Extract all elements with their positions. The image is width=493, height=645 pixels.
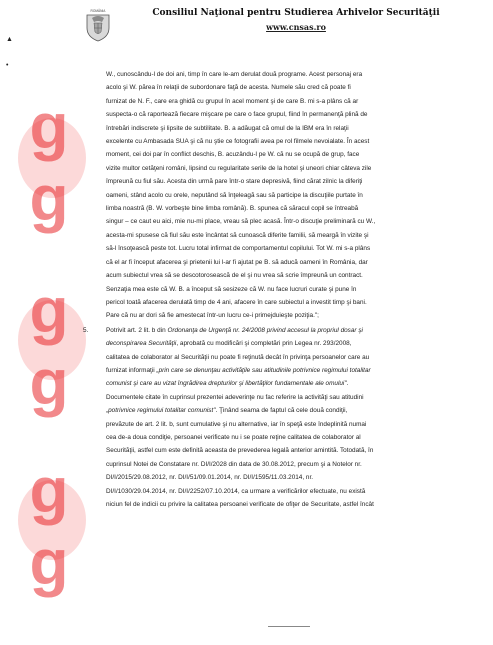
text-line: Potrivit art. 2 lit. b din Ordonanţa de Urgenţă nr. 24/2008 privind accesul la propriul dosar şi xyxy=(106,326,363,334)
text-line: suspecta-o că raportează fiecare mişcare pe care o face grupul, fiind în permanenţă plină de xyxy=(106,111,368,119)
text-line: Pare că nu ar dori să fie amestecat într-un lucru ce-i primejduieşte poziţia."; xyxy=(106,312,319,320)
text-line: singur – ce caut eu aici, mie nu-mi place, vreau să plec acasă. Într-o discuţie preliminară cu W., xyxy=(106,218,376,226)
watermark-letter: g xyxy=(29,526,69,598)
margin-mark: ▲ xyxy=(6,36,13,43)
item-number: 5. xyxy=(83,326,89,334)
text-line: prevăzute de art. 2 lit. b, sunt cumulative şi nu alternative, iar în speţă este îndeplinită numai xyxy=(106,420,367,428)
text-line: furnizat informaţii „prin care se denunţau activităţile sau atitudinile potrivnice regimului totalitar xyxy=(106,366,371,374)
text-line: deconspirarea Securităţii, aprobată cu modificări şi completări prin Legea nr. 293/2008, xyxy=(106,340,352,348)
logo-text: ROMÂNIA xyxy=(90,9,106,13)
text-line: acesta-mi spusese că fiul său este încântat să cunoască diferite familii, să meargă în vizite şi xyxy=(106,231,369,239)
coat-of-arms-logo xyxy=(83,8,113,42)
text-line: cea de-a doua condiţie, persoanei verificate nu i se poate reţine calitatea de colaborator al xyxy=(106,433,361,441)
institution-url: www.cnsas.ro xyxy=(266,22,326,32)
numbered-item-5 xyxy=(83,324,473,512)
text-line: să-l însoţească peste tot. Lucru total infirmat de comportamentul copilului. Tot W. mi s-a plâns xyxy=(106,245,371,253)
text-line: vizite multor cetăţeni români, lipsind cu regularitate serile de la hotel şi uneori chiar câteva zile xyxy=(106,164,372,172)
text-line: calitatea de colaborator al Securităţii nu poate fi reţinută decât în privinţa persoanelor care au xyxy=(106,353,370,361)
text-line: Securităţii, astfel cum este definită aceasta de prevederea legală anterior amintită. Totodată, în xyxy=(106,447,374,455)
text-line: pericol toată afacerea derulată timp de 4 ani, afacere în care subiectul a investit timp şi bani. xyxy=(106,298,367,306)
watermark-letter: g xyxy=(29,274,69,346)
text-line: cuprinsul Notei de Constatare nr. DI/I/2028 din data de 30.08.2012, precum şi a Notelor nr. xyxy=(106,460,362,468)
text-line: acum subiectul vrea să se descotorosească de el şi nu vrea să scrie împreună un contract. xyxy=(106,272,363,280)
text-line: „potrivnice regimului totalitar comunist". Ţinând seama de faptul că cele două condiţii, xyxy=(106,407,348,415)
text-line: DI/I/1030/29.04.2014, nr. DI/I/2252/07.10.2014, ca urmare a verificărilor efectuate, nu există xyxy=(106,487,366,495)
text-line: niciun fel de indicii cu privire la calitatea persoanei verificate de ofiţer de Securitate, astfel încât xyxy=(106,501,374,508)
text-line: oameni, stând acolo cu orele, neputând să înţeleagă sau să participe la discuţiile purtate în xyxy=(106,191,363,199)
text-line: limba noastră (B. W. vorbeşte bine limba română). B. spunea că săracul copil se întreabă xyxy=(106,205,359,213)
text-line: moment, cei doi par în conflict deschis, B. acuzându-l pe W. că nu se ocupă de grup, face xyxy=(106,151,360,159)
watermark-letter: g xyxy=(29,90,69,162)
watermark-letter: g xyxy=(29,346,69,418)
watermark-letter: g xyxy=(29,162,69,234)
text-line: DI/I/2015/29.08.2012, nr. DI/I/51/09.01.2014, nr. DI/I/1595/11.03.2014, nr. xyxy=(106,474,314,482)
institution-title: Consiliul Naţional pentru Studierea Arhivelor Securităţii xyxy=(152,8,440,18)
text-line: excelente cu Ambasada SUA şi că nu ştie ce fotografii avea pe rol filmele nevoialate. În acest xyxy=(106,138,370,146)
text-line: furnizat de N. F., care era ghidă cu grupul în acel moment şi de care B. mi s-a plâns că ar xyxy=(106,97,359,105)
text-line: Documentele citate în cuprinsul prezentei adeverinţe nu fac referire la activităţi sau atitudini xyxy=(106,393,364,401)
document-body xyxy=(83,68,473,511)
watermark-letter: g xyxy=(29,454,69,526)
text-line: acolo şi W. părea în relaţii de subordonare faţă de acesta. Numele său cred că poate fi xyxy=(106,84,351,92)
text-line: W., cunoscându-l de doi ani, timp în care le-am derulat două programe. Acest personaj era xyxy=(106,71,363,78)
text-line: comunist şi care au vizat îngrădirea drepturilor şi libertăţilor fundamentale ale omului". xyxy=(106,380,349,388)
text-line: împreună cu fiul său. Acesta din urmă pare într-o stare depresivă, fiind cărat zilnic la diferiţi xyxy=(106,178,363,186)
text-line: Senzaţia mea este că W. B. a început să sesizeze că W. nu face lucruri curate şi pune în xyxy=(106,285,357,293)
footer-divider xyxy=(268,626,310,627)
quoted-paragraph xyxy=(83,68,473,323)
text-line: întrebări indiscrete şi lipsite de subtilitate. B. a adăugat că omul de la IBM era în relaţii xyxy=(106,124,349,132)
margin-mark: • xyxy=(6,62,9,69)
text-line: că el ar fi început afacerea şi prietenii lui l-ar fi ajutat pe B. să aducă oameni în România, dar xyxy=(106,258,368,266)
